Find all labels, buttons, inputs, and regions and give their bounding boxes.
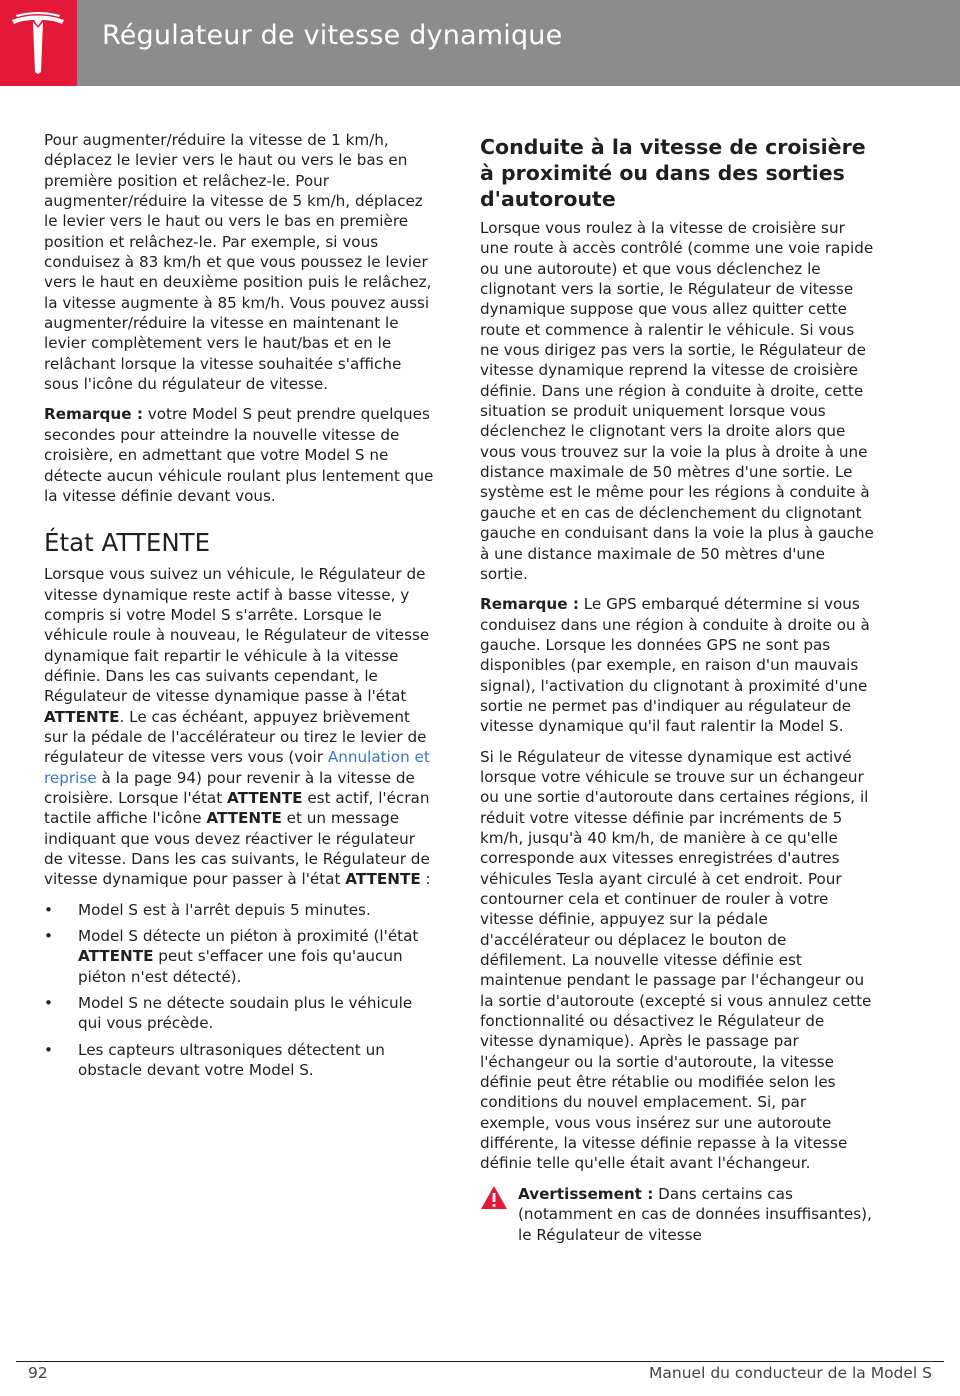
- paragraph-attente: [44, 564, 438, 890]
- page-header: [0, 0, 960, 86]
- warning-text: Dans certains cas (notamment en cas de données insuffisantes), le Régulateur de vitesse: [518, 1184, 872, 1244]
- note-label: Remarque :: [44, 405, 143, 424]
- note-text: votre Model S peut prendre quelques secondes pour atteindre la nouvelle vitesse de croisière, en admettant que votre Model S ne détecte aucun véhicule roulant plus lentement que la vitesse définie devant vous.: [44, 405, 434, 505]
- attente-conditions-list: [44, 900, 438, 1081]
- attente-text-1: Lorsque vous suivez un véhicule, le Régulateur de vitesse dynamique reste actif à basse vitesse, y compris si votre Model S s'arrête. Lorsque le véhicule roule à nouveau, le Régulateur de vitesse dynamique fait repartir le véhicule à la vitesse définie. Dans les cas suivants cependant, le Régulateur de vitesse dynamique passe à l'état: [44, 565, 430, 706]
- section-heading-exits: Conduite à la vitesse de croisière à proximité ou dans des sorties d'autoroute: [480, 135, 866, 211]
- note-paragraph: [44, 404, 438, 506]
- bullet-icon: •: [44, 994, 53, 1013]
- list-item-text: Model S détecte un piéton à proximité (l'état: [78, 927, 419, 946]
- right-column: [480, 134, 876, 1245]
- attente-term: ATTENTE: [44, 707, 120, 726]
- paragraph-exits: Lorsque vous roulez à la vitesse de croisière sur une route à accès contrôlé (comme une voie rapide ou une autoroute) et que vous déclenchez le clignotant vers la sortie, le Régulateur de vitesse dynamique suppose que vous allez quitter cette route et commence à ralentir le véhicule. Si vous ne vous dirigez pas vers la sortie, le Régulateur de vitesse dynamique reprend la vitesse de croisière définie. Dans une région à conduite à droite, cette situation se produit uniquement lorsque vous déclenchez le clignotant vers la droite alors que vous vous trouvez sur la voie la plus à droite à une distance maximale de 50 mètres d'une sortie. Le système est le même pour les régions à conduite à gauche et en cas de déclenchement du clignotant gauche en conduisant dans la voie la plus à gauche à une distance maximale de 50 mètres d'une sortie.: [480, 219, 874, 583]
- attente-term: ATTENTE: [345, 870, 421, 889]
- attente-term: ATTENTE: [227, 788, 303, 807]
- attente-text-3: à la page 94) pour revenir à la vitesse de croisière. Lorsque l'état: [44, 768, 415, 807]
- warning-block: [480, 1184, 876, 1245]
- footer-divider: [16, 1361, 944, 1362]
- section-heading-attente: État ATTENTE: [44, 528, 211, 558]
- tesla-logo-icon: [10, 12, 66, 74]
- list-item: [44, 900, 438, 920]
- list-item-text: Model S est à l'arrêt depuis 5 minutes.: [78, 900, 371, 919]
- list-item-text: Les capteurs ultrasoniques détectent un obstacle devant votre Model S.: [78, 1040, 385, 1080]
- attente-text-5: et un message indiquant que vous devez réactiver le régulateur de vitesse. Dans les cas suivants, le Régulateur de vitesse dynamique pour passer à l'état: [44, 809, 430, 889]
- footer-title: Manuel du conducteur de la Model S: [649, 1364, 932, 1382]
- attente-text-2: . Le cas échéant, appuyez brièvement sur la pédale de l'accélérateur ou tirez le levier de régulateur de vitesse vers vous (voir: [44, 707, 427, 767]
- note-paragraph: [480, 594, 876, 736]
- paragraph-interchange: Si le Régulateur de vitesse dynamique est activé lorsque votre véhicule se trouve sur un échangeur ou une sortie d'autoroute dans certaines régions, il réduit votre vitesse définie par incréments de 5 km/h, jusqu'à 40 km/h, de manière à ce qu'elle corresponde aux vitesses enregistrées d'autres véhicules Tesla ayant circulé à cet endroit. Pour contourner cela et continuer de rouler à votre vitesse définie, appuyez sur la pédale d'accélérateur ou déplacez le bouton de défilement. La nouvelle vitesse définie est maintenue pendant le passage par l'échangeur ou la sortie d'autoroute (excepté si vous annulez cette fonctionnalité ou désactivez le Régulateur de vitesse dynamique). Après le passage par l'échangeur ou la sortie d'autoroute, la vitesse définie peut être rétablie ou modifiée selon les conditions du nouvel emplacement. Si, par exemple, vous vous insérez sur une autoroute différente, la vitesse définie repasse à la vitesse définie telle qu'elle était avant l'échangeur.: [480, 747, 872, 1173]
- note-text: Le GPS embarqué détermine si vous conduisez dans une région à conduite à droite ou à gauche. Lorsque les données GPS ne sont pas disponibles (par exemple, en raison d'un mauvais signal), l'activation du clignotant à proximité d'une sortie ne permet pas d'indiquer au régulateur de vitesse dynamique qu'il faut ralentir la Model S.: [480, 595, 870, 736]
- list-item: [44, 926, 438, 987]
- attente-term: ATTENTE: [206, 809, 282, 828]
- list-item: [44, 993, 438, 1034]
- page-title: Régulateur de vitesse dynamique: [102, 20, 563, 51]
- bullet-icon: •: [44, 1040, 53, 1059]
- cross-reference-link[interactable]: Annulation et reprise: [44, 748, 430, 787]
- bullet-icon: •: [44, 900, 53, 919]
- attente-term: ATTENTE: [78, 947, 154, 966]
- page-number: 92: [28, 1364, 48, 1382]
- warning-triangle-icon: [480, 1185, 508, 1210]
- list-item-text: Model S ne détecte soudain plus le véhicule qui vous précède.: [78, 994, 413, 1033]
- list-item: [44, 1040, 438, 1081]
- left-column: [44, 130, 438, 1086]
- list-item-text: peut s'effacer une fois qu'aucun piéton n'est détecté).: [78, 947, 403, 986]
- tesla-logo: [0, 0, 77, 86]
- note-label: Remarque :: [480, 595, 579, 614]
- paragraph-speed-adjust: Pour augmenter/réduire la vitesse de 1 km/h, déplacez le levier vers le haut ou vers le bas en première position et relâchez-le. Pour augmenter/réduire la vitesse de 5 km/h, déplacez le levier vers le haut ou vers le bas en première position et relâchez-le. Par exemple, si vous conduisez à 83 km/h et que vous poussez le levier vers le haut en deuxième position puis le relâchez, la vitesse augmente à 85 km/h. Vous pouvez aussi augmenter/réduire la vitesse en maintenant le levier complètement vers le haut/bas et en le relâchant lorsque la vitesse souhaitée s'affiche sous l'icône du régulateur de vitesse.: [44, 131, 432, 394]
- attente-text-6: :: [420, 870, 431, 889]
- attente-text-4: est actif, l'écran tactile affiche l'icône: [44, 788, 430, 828]
- warning-label: Avertissement :: [518, 1184, 654, 1203]
- bullet-icon: •: [44, 927, 53, 946]
